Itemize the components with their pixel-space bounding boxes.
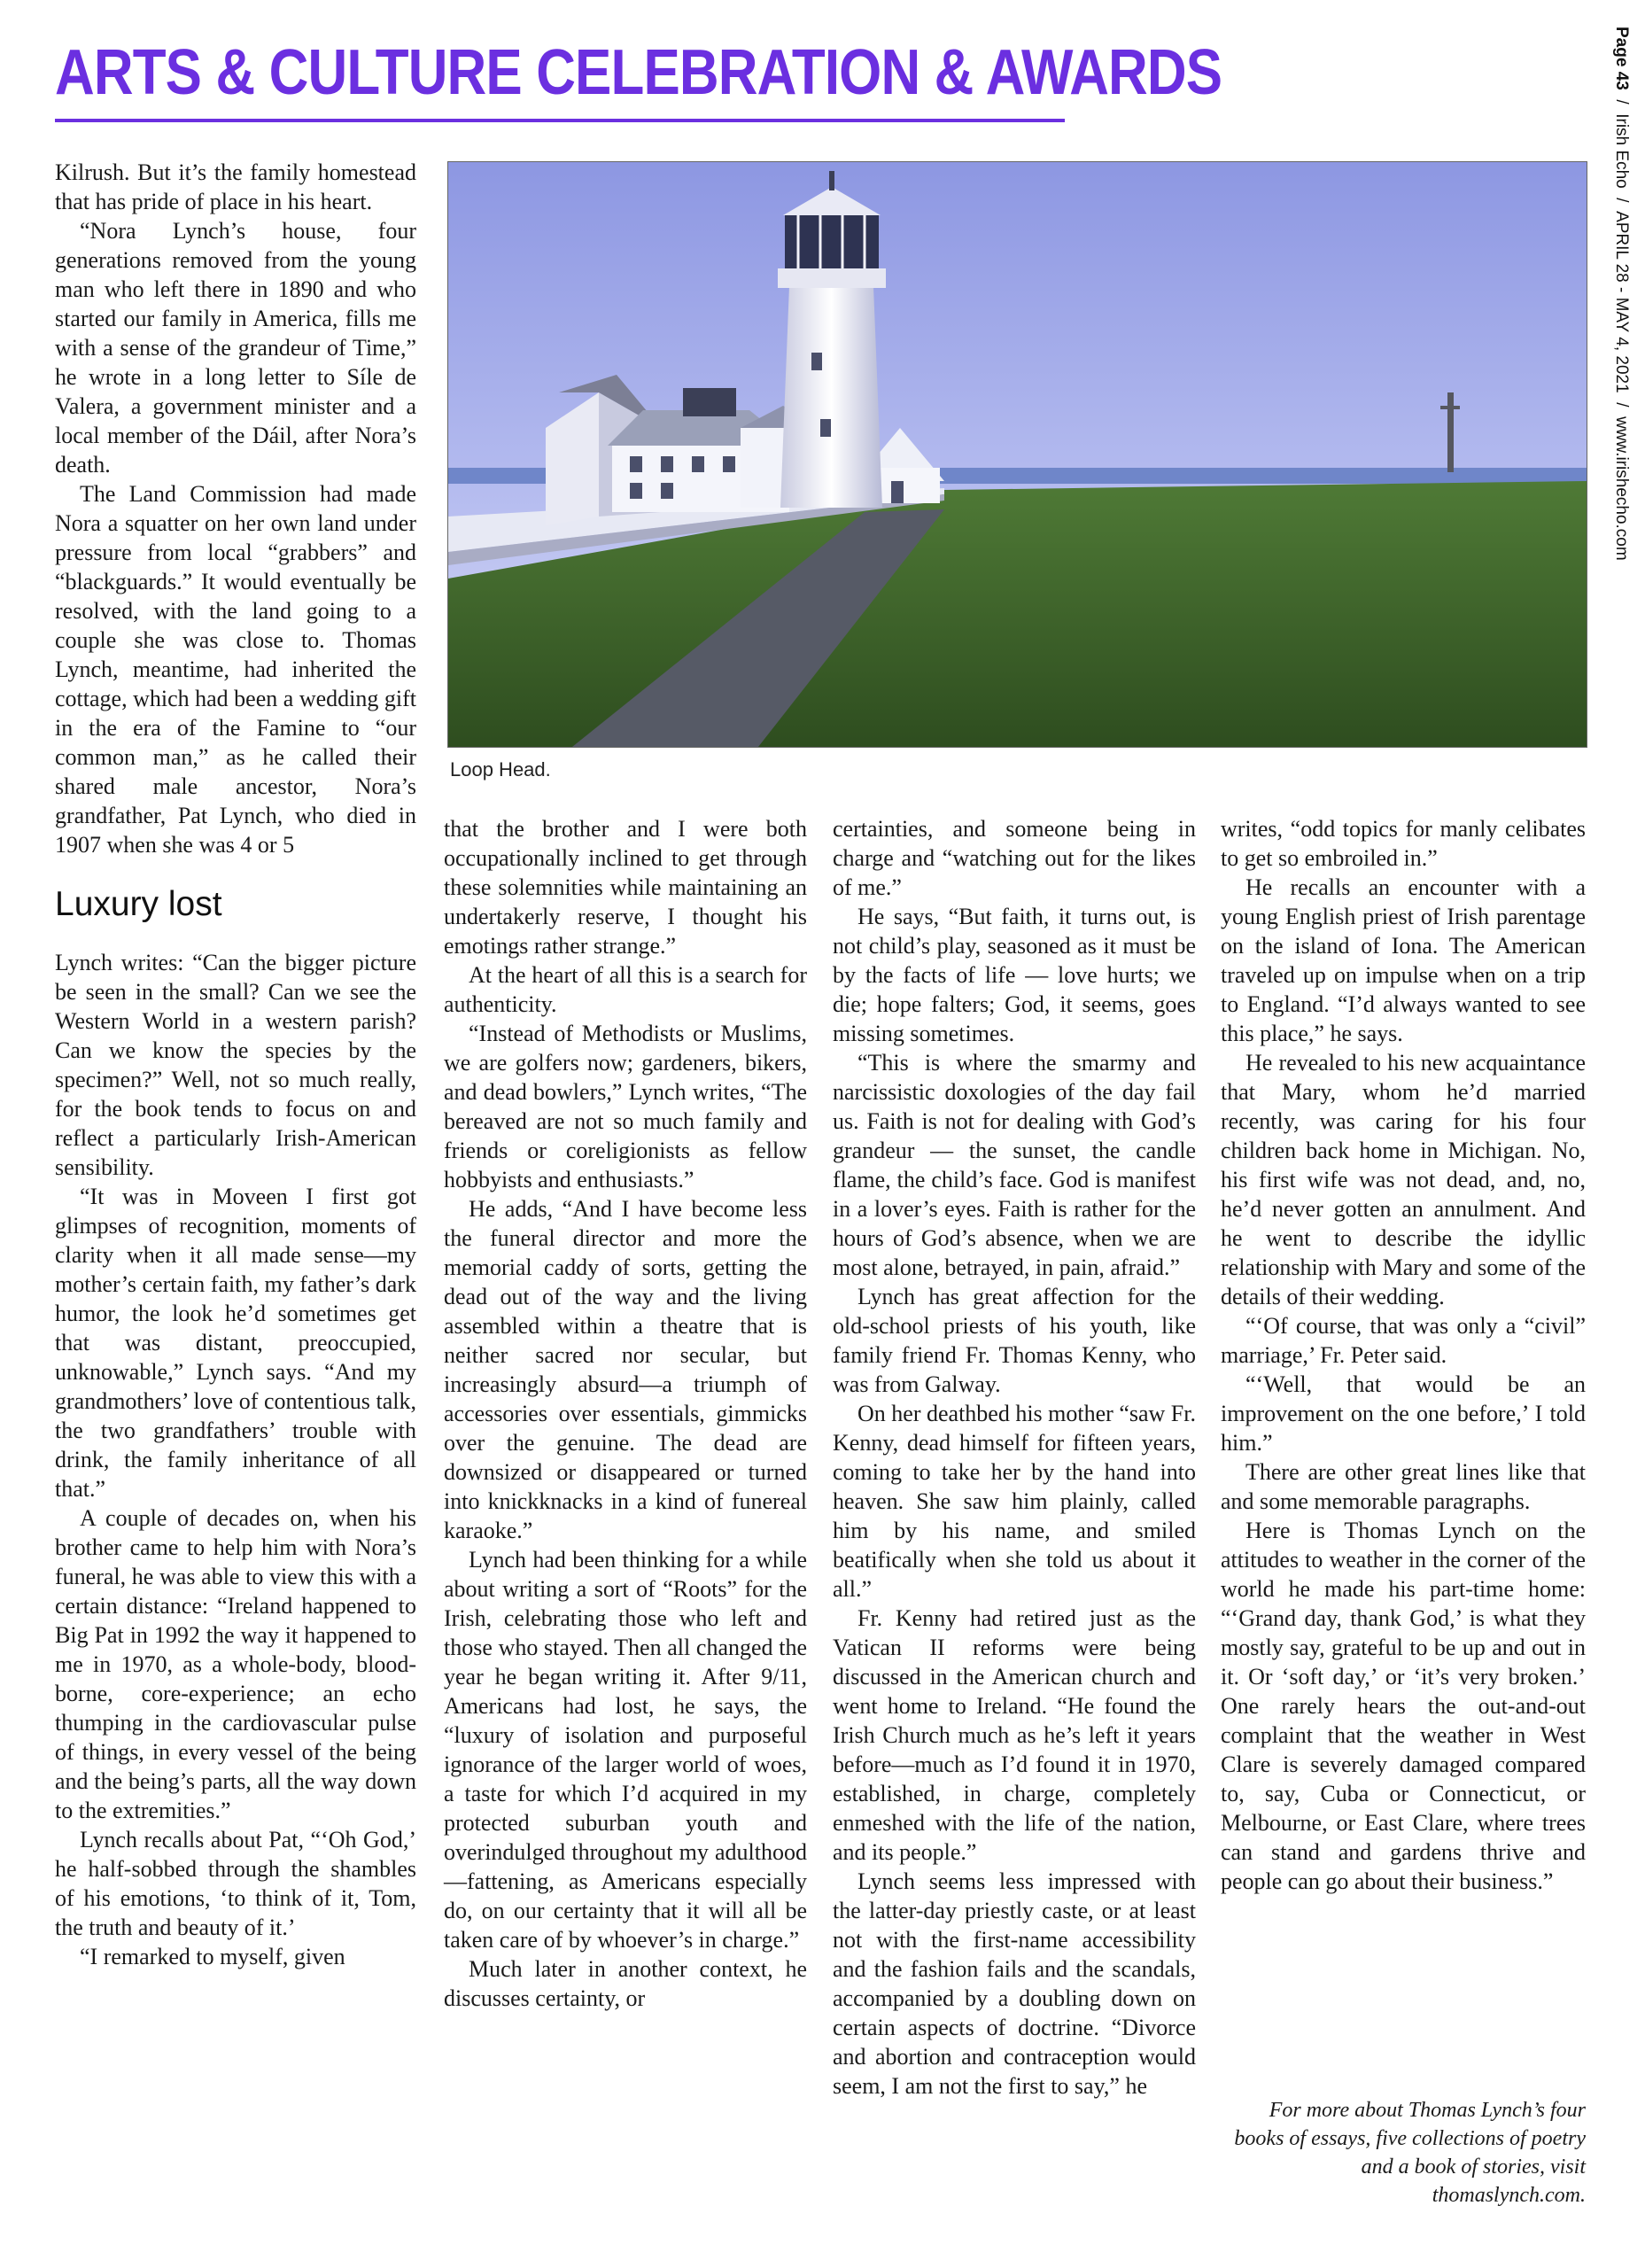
photo-caption: Loop Head.	[450, 758, 551, 781]
author-endnote: For more about Thomas Lynch’s four books of essays, five collections of poetry and a book of stories, visit thomaslynch.com.	[1234, 2099, 1586, 2207]
paragraph: Here is Thomas Lynch on the attitudes to weather in the corner of the world he made his part-time home: “‘Grand day, thank God,’ is what they mostly say, grateful to be up and out in it. Or ‘soft day,’ or ‘it’s very broken.’ One rarely hears the out-and-out complaint that the weather in West Clare is severely damaged compared to, say, Cuba or Connecticut, or Melbourne, or East Clare, where trees can stand and gardens thrive and people can go about their business.”	[1221, 1518, 1586, 1894]
paragraph: “Nora Lynch’s house, four generations removed from the young man who left there in 1890 and who started our family in America, fills me with a sense of the grandeur of Time,” he wrote in a long letter to Síle de Valera, a government minister and a local member of the Dáil, after Nora’s death.	[55, 218, 416, 478]
paragraph: Lynch writes: “Can the bigger picture be seen in the small? Can we see the Western World in a western parish? Can we know the species by the specimen?” Well, not so much really, for the book tends to focus on and reflect a particularly Irish-American sensibility.	[55, 950, 416, 1180]
paragraph: Fr. Kenny had retired just as the Vatican II reforms were being discussed in the American church and went home to Ireland. “He found the Irish Church much as he’s left it years before—much as I’d found it in 1970, established, in charge, completely enmeshed with the life of the nation, and its people.”	[833, 1605, 1196, 1865]
page-number: Page 43	[1612, 27, 1631, 90]
article-column-3	[833, 814, 1196, 2101]
article-column-1	[55, 158, 416, 1971]
paragraph: There are other great lines like that and some memorable paragraphs.	[1221, 1459, 1586, 1514]
paragraph: “‘Well, that would be an improvement on the one before,’ I told him.”	[1221, 1371, 1586, 1456]
paragraph: Much later in another context, he discusses certainty, or	[444, 1956, 807, 2011]
article-column-2	[444, 814, 807, 2013]
paragraph: A couple of decades on, when his brother came to help him with Nora’s funeral, he was able to view this with a certain distance: “Ireland happened to Big Pat in 1992 the way it happened to me in 1970, as a whole-body, blood-borne, core-experience; an echo thumping in the cardiovascular pulse of things, in every vessel of the being and the being’s parts, all the way down to the extremities.”	[55, 1505, 416, 1823]
paragraph: writes, “odd topics for manly celibates to get so embroiled in.”	[1221, 816, 1586, 871]
website-link[interactable]: www.irishecho.com	[1612, 416, 1631, 561]
paragraph: “This is where the smarmy and narcissistic doxologies of the day fail us. Faith is not for dealing with God’s grandeur — the sunset, the candle flame, the child’s face. God is manifest in a lover’s eyes. Faith is rather for the hours of God’s absence, when we are most alone, betrayed, in pain, afraid.”	[833, 1050, 1196, 1280]
paragraph: that the brother and I were both occupationally inclined to get through these solemnities while maintaining an undertakerly reserve, I thought his emotings rather strange.”	[444, 816, 807, 959]
page-folio: Page 43 / Irish Echo / APRIL 28 - MAY 4, 2021 / www.irishecho.com	[1612, 27, 1631, 561]
paragraph: Lynch had been thinking for a while about writing a sort of “Roots” for the Irish, celebrating those who left and those who stayed. Then all changed the year he began writing it. After 9/11, Americans had lost, he says, the “luxury of isolation and purposeful ignorance of the larger world of woes, a taste for which I’d acquired in my protected suburban youth and overindulged throughout my adulthood—fattening, as Americans especially do, on our certainty that it will all be taken care of by whoever’s in charge.”	[444, 1547, 807, 1953]
paragraph: Lynch seems less impressed with the latter-day priestly caste, or at least not with the first-name accessibility and the fashion fails and the scandals, accompanied by a doubling down on certain aspects of doctrine. “Divorce and abortion and contraception would seem, I am not the first to say,” he	[833, 1868, 1196, 2099]
paragraph: Kilrush. But it’s the family homestead that has pride of place in his heart.	[55, 159, 416, 214]
paragraph: “‘Of course, that was only a “civil” marriage,’ Fr. Peter said.	[1221, 1313, 1586, 1368]
title-underline	[55, 119, 1065, 122]
paragraph: The Land Commission had made Nora a squatter on her own land under pressure from local “grabbers” and “blackguards.” It would eventually be resolved, with the land going to a couple she was close to. Thomas Lynch, meantime, had inherited the cottage, which had been a wedding gift in the era of the Famine to “our common man,” as he called their shared male ancestor, Nora’s grandfather, Pat Lynch, who died in 1907 when she was 4 or 5	[55, 481, 416, 858]
paragraph: On her deathbed his mother “saw Fr. Kenny, dead himself for fifteen years, coming to take her by the hand into heaven. She saw him plainly, called him by his name, and smiled beatifically when she told us about it all.”	[833, 1401, 1196, 1602]
subheading: Luxury lost	[55, 885, 222, 923]
paragraph: He recalls an encounter with a young English priest of Irish parentage on the island of Iona. The American traveled up on impulse when on a trip to England. “I’d always wanted to see this place,” he says.	[1221, 874, 1586, 1046]
section-title: ARTS & CULTURE CELEBRATION & AWARDS	[55, 37, 1222, 108]
paragraph: “It was in Moveen I first got glimpses of recognition, moments of clarity when it all made sense—my mother’s certain faith, my father’s dark humor, the look he’d sometimes get that was distant, preoccupied, unknowable,” Lynch says. “And my grandmothers’ love of contentious talk, the two grandfathers’ trouble with drink, the family inheritance of all that.”	[55, 1184, 416, 1502]
paragraph: “Instead of Methodists or Muslims, we are golfers now; gardeners, bikers, and dead bowlers,” Lynch writes, “The bereaved are not so much family and friends or coreligionists as fellow hobbyists and enthusiasts.”	[444, 1021, 807, 1192]
paragraph: certainties, and someone being in charge and “watching out for the likes of me.”	[833, 816, 1196, 900]
paragraph: He revealed to his new acquaintance that Mary, whom he’d married recently, was caring for his four children back home in Michigan. No, his first wife was not dead, and, no, he’d never gotten an annulment. And he went to describe the idyllic relationship with Mary and some of the details of their wedding.	[1221, 1050, 1586, 1309]
issue-dates: APRIL 28 - MAY 4, 2021	[1612, 211, 1631, 393]
paragraph: At the heart of all this is a search for authenticity.	[444, 962, 807, 1017]
paragraph: Lynch has great affection for the old-school priests of his youth, like family friend Fr. Thomas Kenny, who was from Galway.	[833, 1284, 1196, 1397]
paragraph: Lynch recalls about Pat, “‘Oh God,’ he half-sobbed through the shambles of his emotions, ‘to think of it, Tom, the truth and beauty of it.’	[55, 1827, 416, 1940]
article-column-4	[1221, 814, 1586, 1896]
publication-name: Irish Echo	[1612, 113, 1631, 189]
paragraph: “I remarked to myself, given	[80, 1944, 345, 1969]
paragraph: He says, “But faith, it turns out, is not child’s play, seasoned as it must be by the facts of life — love hurts; we die; hope falters; God, it seems, goes missing sometimes.	[833, 904, 1196, 1046]
paragraph: He adds, “And I have become less the funeral director and more the memorial caddy of sorts, getting the dead out of the way and the living assembled within a theatre that is neither sacred nor secular, but increasingly absurd—a triumph of accessories over essentials, gimmicks over the genuine. The dead are downsized or disappeared or turned into knickknacks in a kind of funereal karaoke.”	[444, 1196, 807, 1543]
lighthouse-photo	[447, 161, 1587, 748]
